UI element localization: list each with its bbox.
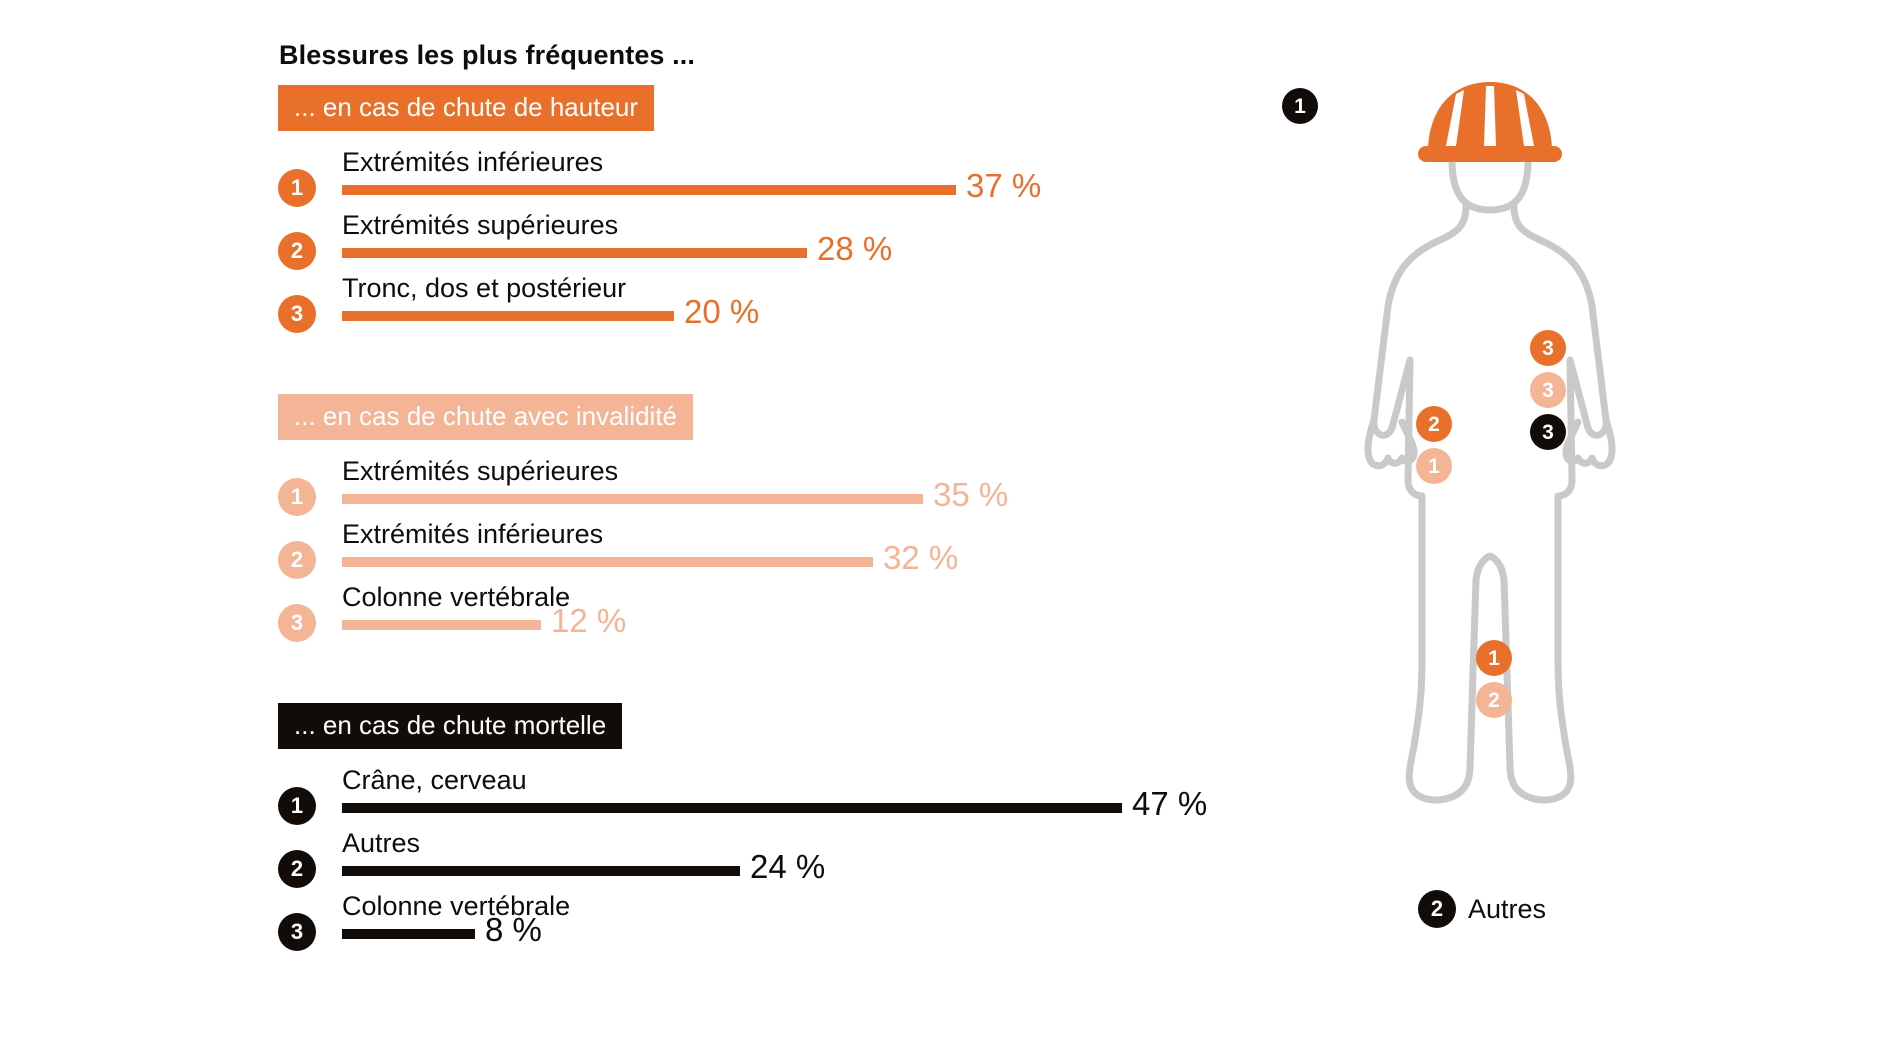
charts-column	[278, 40, 1238, 954]
bar-value: 37 %	[966, 167, 1042, 204]
rank-badge: 3	[278, 913, 316, 951]
bar-label: Colonne vertébrale	[342, 582, 571, 612]
body-figure-column	[1290, 60, 1710, 1000]
body-marker-skull: 3	[1530, 414, 1566, 450]
helmet-icon	[1418, 82, 1562, 162]
rank-badge: 3	[278, 295, 316, 333]
section-banner: ... en cas de chute mortelle	[278, 703, 622, 749]
bar-label: Extrémités supérieures	[342, 210, 619, 240]
bar-label: Extrémités supérieures	[342, 456, 619, 486]
bar-row	[278, 582, 1238, 645]
bar-row	[278, 519, 1238, 582]
rank-badge: 2	[278, 850, 316, 888]
bar-label: Tronc, dos et postérieur	[342, 273, 627, 303]
body-marker-head: 1	[1282, 88, 1318, 124]
section-banner: ... en cas de chute avec invalidité	[278, 394, 693, 440]
bar-row	[278, 456, 1238, 519]
bar-label: Autres	[342, 828, 421, 858]
human-body-illustration	[1290, 60, 1690, 880]
legend-badge: 2	[1418, 890, 1456, 928]
bar-value: 28 %	[817, 230, 893, 267]
rank-badge: 2	[278, 541, 316, 579]
bar-fill	[342, 866, 740, 876]
legend-label: Autres	[1468, 893, 1547, 924]
bar-row	[278, 828, 1238, 891]
bar-row	[278, 210, 1238, 273]
body-marker-lower-limb-disability: 2	[1476, 682, 1512, 718]
bar-value: 12 %	[551, 602, 627, 639]
rank-badge: 1	[278, 169, 316, 207]
bar-fill	[342, 929, 475, 939]
rank-badge: 1	[278, 787, 316, 825]
bar-fill	[342, 248, 807, 258]
bar-fill	[342, 185, 956, 195]
bar-label: Crâne, cerveau	[342, 765, 527, 795]
section-chute-avec-invalidite	[278, 394, 1238, 645]
bar-row	[278, 273, 1238, 336]
section-rows	[278, 456, 1238, 645]
section-rows	[278, 765, 1238, 954]
bar-fill	[342, 311, 674, 321]
section-chute-de-hauteur	[278, 85, 1238, 336]
body-marker-upper-limb-disability: 1	[1416, 448, 1452, 484]
body-marker-trunk: 3	[1530, 330, 1566, 366]
bar-label: Extrémités inférieures	[342, 519, 604, 549]
body-marker-upper-limb: 2	[1416, 406, 1452, 442]
bar-row	[278, 891, 1238, 954]
body-marker-lower-limb: 1	[1476, 640, 1512, 676]
bar-value: 32 %	[883, 539, 959, 576]
bar-value: 47 %	[1132, 785, 1208, 822]
bar-value: 35 %	[933, 476, 1009, 513]
bar-fill	[342, 557, 873, 567]
legend	[1418, 890, 1546, 928]
bar-label: Extrémités inférieures	[342, 147, 604, 177]
section-banner: ... en cas de chute de hauteur	[278, 85, 654, 131]
bar-fill	[342, 620, 541, 630]
bar-fill	[342, 494, 923, 504]
section-chute-mortelle	[278, 703, 1238, 954]
bar-row	[278, 765, 1238, 828]
bar-label: Colonne vertébrale	[342, 891, 571, 921]
section-rows	[278, 147, 1238, 336]
bar-fill	[342, 803, 1122, 813]
page-title: Blessures les plus fréquentes ...	[279, 40, 695, 70]
rank-badge: 2	[278, 232, 316, 270]
bar-value: 24 %	[750, 848, 826, 885]
bar-value: 8 %	[485, 911, 542, 948]
rank-badge: 1	[278, 478, 316, 516]
bar-value: 20 %	[684, 293, 760, 330]
body-marker-spine: 3	[1530, 372, 1566, 408]
rank-badge: 3	[278, 604, 316, 642]
bar-row	[278, 147, 1238, 210]
